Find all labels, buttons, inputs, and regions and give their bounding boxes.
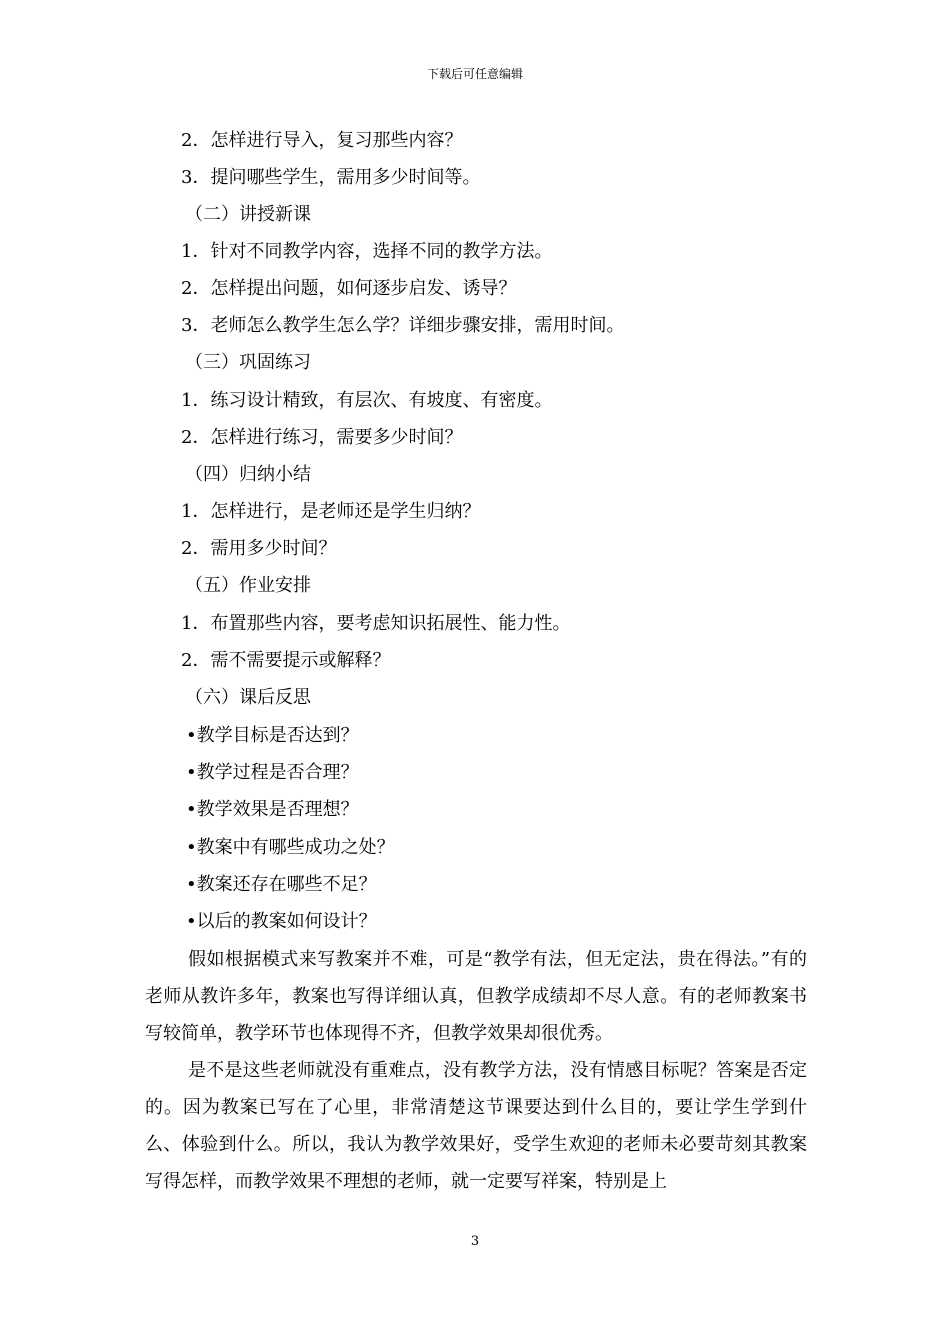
page-number: 3 <box>470 1234 480 1249</box>
text-line: 3．提问哪些学生，需用多少时间等。 <box>181 167 481 188</box>
bullet-item: •以后的教案如何设计？ <box>186 911 377 932</box>
text-line: 1．布置那些内容，要考虑知识拓展性、能力性。 <box>181 613 571 634</box>
text-line: 1．练习设计精致，有层次、有坡度、有密度。 <box>181 390 553 411</box>
text-line: 2．怎样提出问题，如何逐步启发、诱导？ <box>181 278 517 299</box>
bullet-item: •教案中有哪些成功之处？ <box>186 837 395 858</box>
section-heading: （六）课后反思 <box>185 687 311 708</box>
bullet-item: •教案还存在哪些不足？ <box>186 874 377 895</box>
text-line: 2．怎样进行练习，需要多少时间？ <box>181 427 463 448</box>
body-paragraph: 是不是这些老师就没有重难点，没有教学方法，没有情感目标呢？答案是否定的。因为教案已写在了心里，非常清楚这节课要达到什么目的，要让学生学到什么、体验到什么。所以，我认为教学效果好，受学生欢迎的老师未必要苛刻其教案写得怎样，而教学效果不理想的老师，就一定要写祥案，特别是上 <box>145 1060 807 1192</box>
text-line: 1．针对不同教学内容，选择不同的教学方法。 <box>181 241 553 262</box>
text-line: 2．需用多少时间？ <box>181 538 337 559</box>
section-heading: （五）作业安排 <box>185 575 311 596</box>
bullet-item: •教学目标是否达到？ <box>186 725 359 746</box>
section-heading: （四）归纳小结 <box>185 464 311 485</box>
text-line: 2．需不需要提示或解释？ <box>181 650 391 671</box>
body-paragraph: 假如根据模式来写教案并不难，可是“教学有法，但无定法，贵在得法。”有的老师从教许多年，教案也写得详细认真，但教学成绩却不尽人意。有的老师教案书写较简单，教学环节也体现得不齐，但教学效果却很优秀。 <box>145 949 807 1044</box>
text-line: 1．怎样进行，是老师还是学生归纳？ <box>181 501 481 522</box>
text-line: 3．老师怎么教学生怎么学？详细步骤安排，需用时间。 <box>181 315 625 336</box>
text-line: 2．怎样进行导入，复习那些内容？ <box>181 130 463 151</box>
bullet-item: •教学效果是否理想？ <box>186 799 359 820</box>
section-heading: （三）巩固练习 <box>185 352 311 373</box>
bullet-item: •教学过程是否合理？ <box>186 762 359 783</box>
page-header: 下载后可任意编辑 <box>426 67 523 81</box>
section-heading: （二）讲授新课 <box>185 204 311 225</box>
